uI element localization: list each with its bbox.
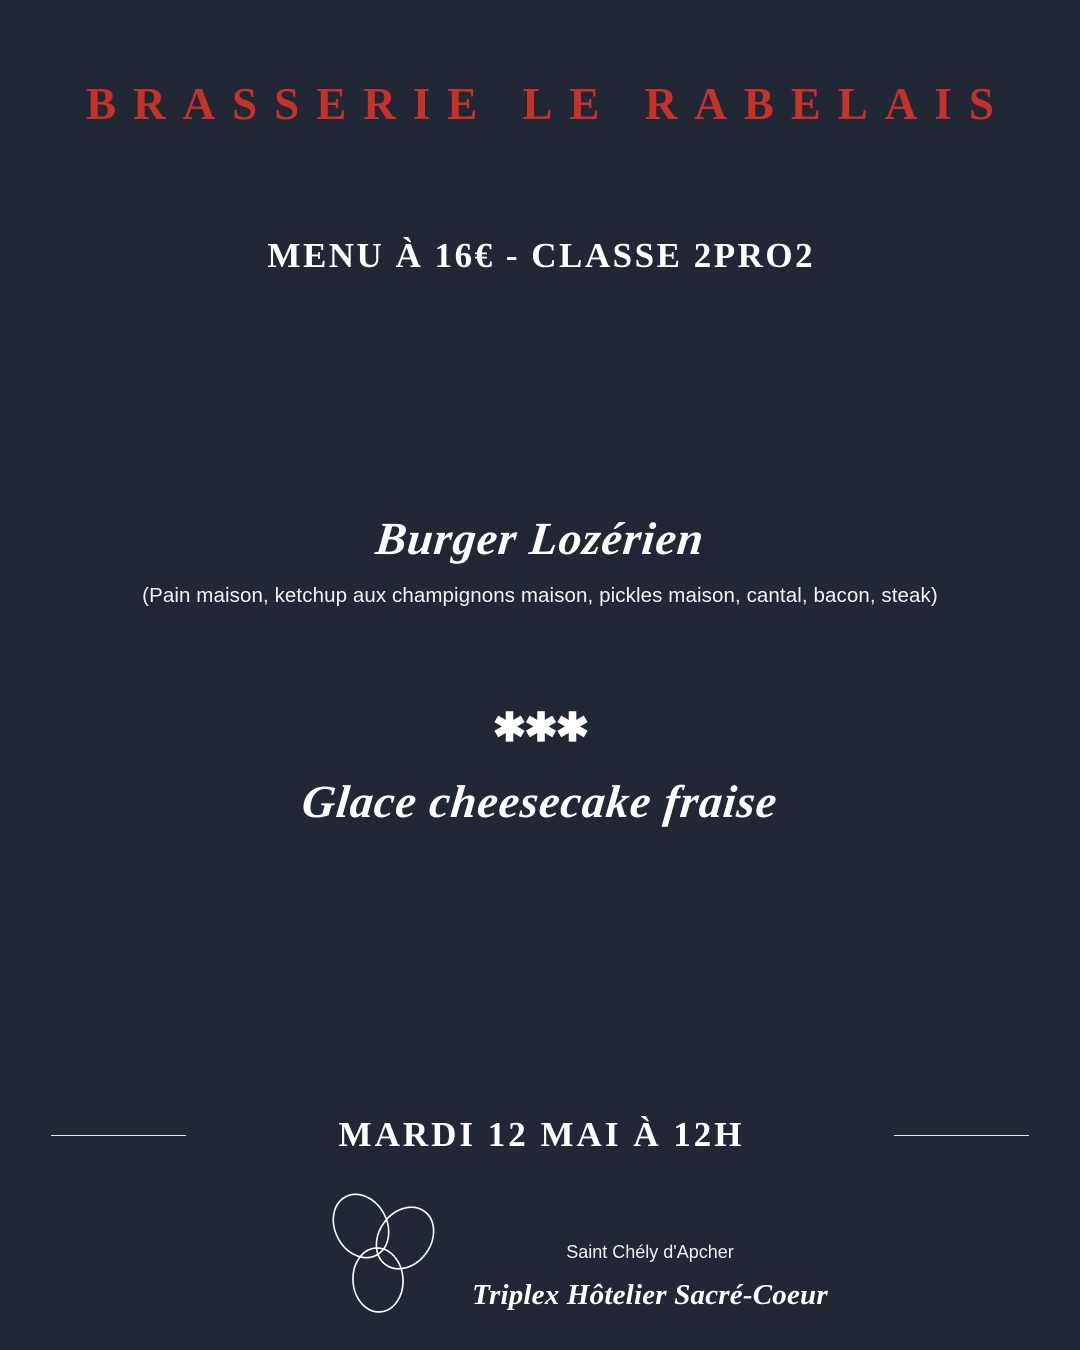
divider-right [894, 1135, 1029, 1136]
divider-left [51, 1135, 186, 1136]
main-dish-name: Burger Lozérien [373, 513, 707, 564]
date-row [0, 1115, 1080, 1155]
brand-title: BRASSERIE LE RABELAIS [86, 79, 1011, 129]
footer [0, 1185, 1080, 1350]
service-date: MARDI 12 MAI À 12H [338, 1115, 745, 1154]
menu-subtitle: MENU À 16€ - CLASSE 2PRO2 [267, 236, 816, 275]
footer-school-name: Triplex Hôtelier Sacré-Coeur [472, 1279, 828, 1311]
dessert-name: Glace cheesecake fraise [299, 776, 781, 827]
main-dish-description: (Pain maison, ketchup aux champignons maison, pickles maison, cantal, bacon, steak) [142, 584, 938, 607]
asterisk-separator-icon: ✱✱✱ [492, 705, 588, 750]
footer-city: Saint Chély d'Apcher [566, 1242, 734, 1262]
